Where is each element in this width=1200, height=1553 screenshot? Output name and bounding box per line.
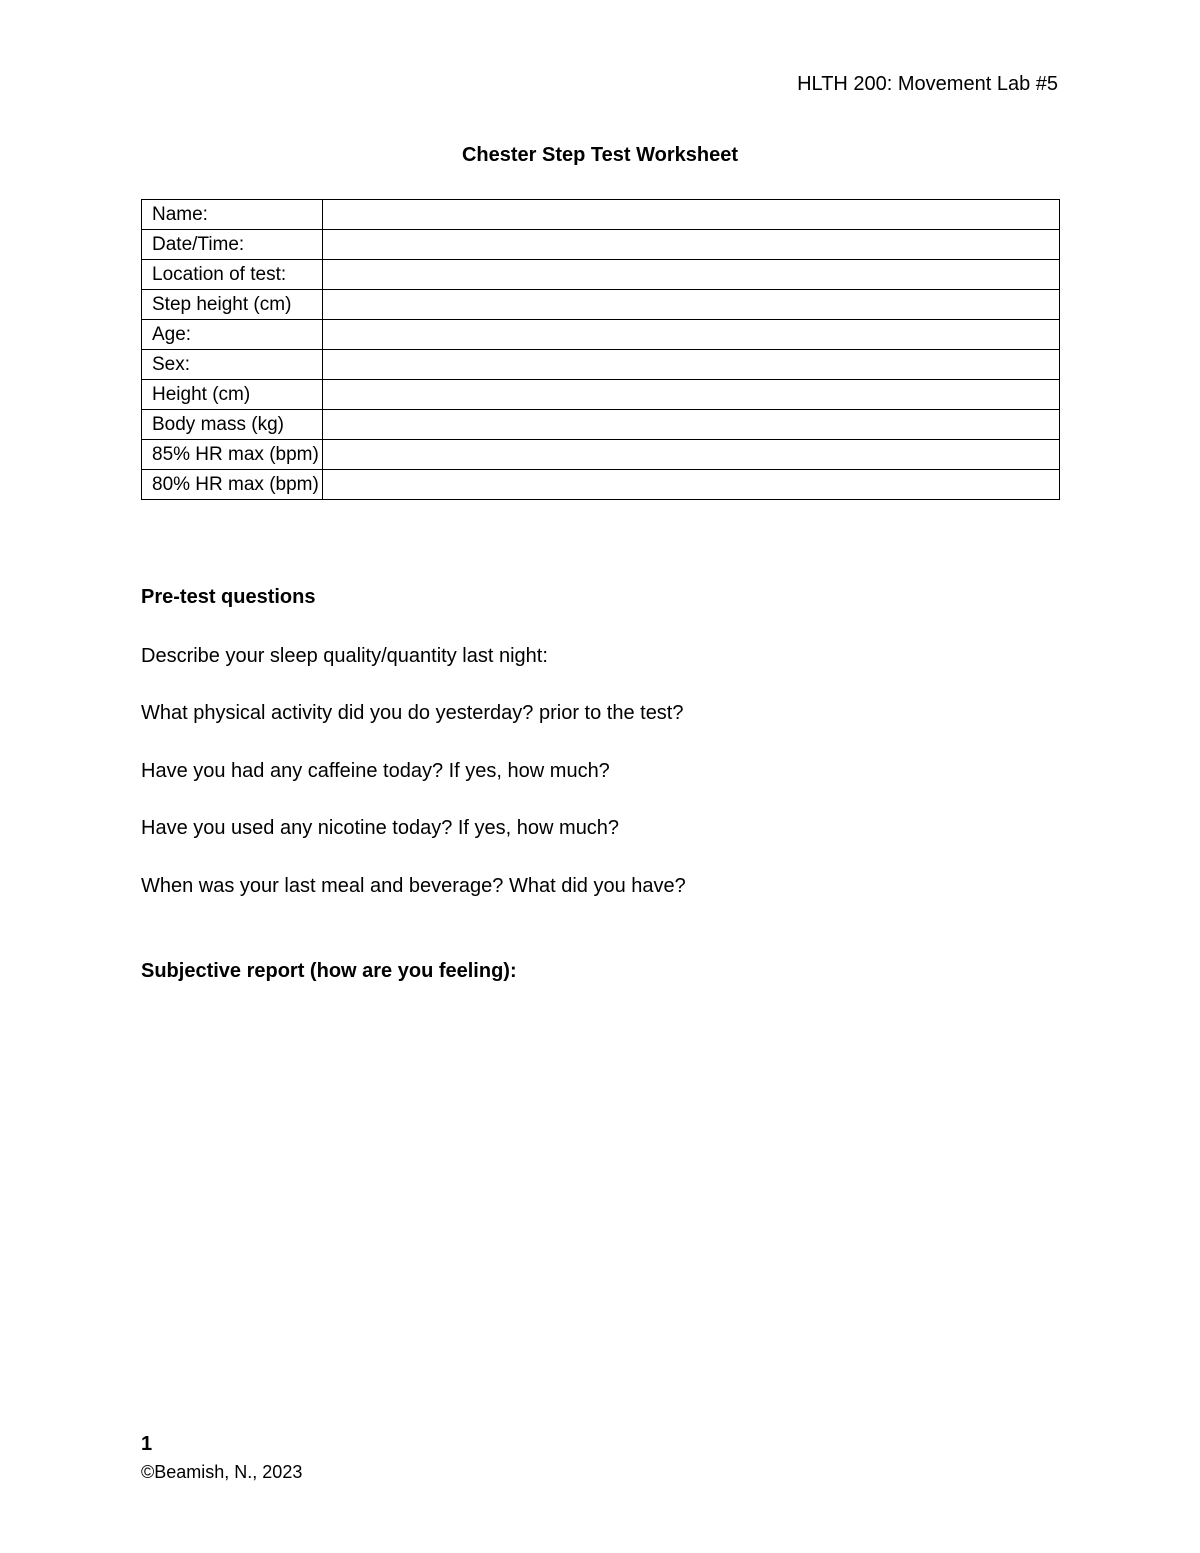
table-row <box>142 410 1060 440</box>
row-label-height: Height (cm) <box>142 380 323 410</box>
pretest-heading: Pre-test questions <box>141 586 316 608</box>
row-label-location: Location of test: <box>142 260 323 290</box>
row-label-body-mass: Body mass (kg) <box>142 410 323 440</box>
table-row <box>142 290 1060 320</box>
question-sleep: Describe your sleep quality/quantity last night: <box>141 645 548 667</box>
question-nicotine: Have you used any nicotine today? If yes, how much? <box>141 817 620 839</box>
table-row <box>142 440 1060 470</box>
row-value-body-mass[interactable] <box>323 410 1060 440</box>
subjective-report-heading: Subjective report (how are you feeling): <box>141 960 517 982</box>
row-value-sex[interactable] <box>323 350 1060 380</box>
row-value-85-hr-max[interactable] <box>323 440 1060 470</box>
page-number: 1 <box>141 1433 153 1455</box>
table-row <box>142 350 1060 380</box>
row-label-85-hr-max: 85% HR max (bpm) <box>142 440 323 470</box>
question-caffeine: Have you had any caffeine today? If yes, how much? <box>141 760 610 782</box>
table-row <box>142 320 1060 350</box>
course-header: HLTH 200: Movement Lab #5 <box>797 73 1058 95</box>
row-label-age: Age: <box>142 320 323 350</box>
row-label-name: Name: <box>142 200 323 230</box>
row-value-step-height[interactable] <box>323 290 1060 320</box>
row-value-name[interactable] <box>323 200 1060 230</box>
row-value-location[interactable] <box>323 260 1060 290</box>
row-label-date-time: Date/Time: <box>142 230 323 260</box>
table-row <box>142 200 1060 230</box>
table-row <box>142 470 1060 500</box>
question-physical-activity: What physical activity did you do yesterday? prior to the test? <box>141 702 684 724</box>
row-value-height[interactable] <box>323 380 1060 410</box>
table-row <box>142 380 1060 410</box>
row-value-date-time[interactable] <box>323 230 1060 260</box>
row-value-age[interactable] <box>323 320 1060 350</box>
table-row <box>142 260 1060 290</box>
question-last-meal: When was your last meal and beverage? What did you have? <box>141 875 686 897</box>
participant-info-table <box>141 199 1060 500</box>
row-label-step-height: Step height (cm) <box>142 290 323 320</box>
row-value-80-hr-max[interactable] <box>323 470 1060 500</box>
copyright-notice: ©Beamish, N., 2023 <box>141 1462 303 1482</box>
row-label-sex: Sex: <box>142 350 323 380</box>
table-row <box>142 230 1060 260</box>
worksheet-title: Chester Step Test Worksheet <box>461 144 738 166</box>
row-label-80-hr-max: 80% HR max (bpm) <box>142 470 323 500</box>
